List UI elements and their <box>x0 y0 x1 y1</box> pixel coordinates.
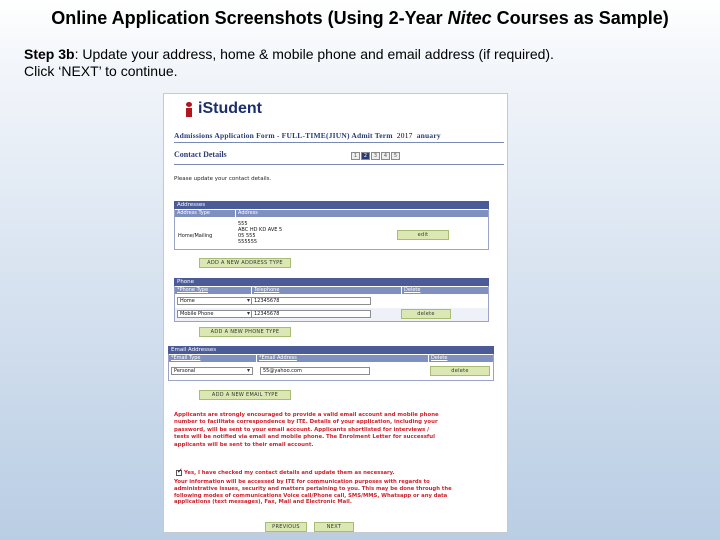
edit-address-button[interactable]: edit <box>397 230 449 240</box>
istudent-logo: iStudent <box>182 100 262 118</box>
confirm-checkbox[interactable] <box>176 467 183 476</box>
add-phone-type-button[interactable]: ADD A NEW PHONE TYPE <box>199 327 291 337</box>
address-type-value: Home/Mailing <box>178 233 213 239</box>
previous-button[interactable]: PREVIOUS <box>265 522 307 532</box>
istudent-logo-icon <box>182 102 196 116</box>
email-address-column: *Email Address <box>257 355 428 362</box>
email-type-column: *Email Type <box>169 355 256 362</box>
email-delete-column: Delete <box>429 355 493 362</box>
delete-phone-button[interactable]: delete <box>401 309 451 319</box>
divider <box>174 164 504 165</box>
telephone-input-2[interactable]: 12345678 <box>251 310 371 318</box>
phone-delete-column: Delete <box>402 287 488 294</box>
instruction-text: Please update your contact details. <box>174 176 272 182</box>
email-warning-text: Applicants are strongly encouraged to provide a valid email account and mobile phone number to facilitate correspondence by ITE. Details of your application, including your password, will be sent to your email account. Applicants shortlisted for interviews / tests will be notified via email and mobile phone. The Enrolment Letter for successful applicants will be sent to their email account. <box>174 412 439 448</box>
step-5[interactable]: 5 <box>391 152 400 160</box>
address-column: Address <box>236 210 488 217</box>
form-title: Admissions Application Form - FULL-TIME(JIUN) Admit Term 2017 anuary <box>174 131 441 140</box>
privacy-notice: Your information will be accessed by ITE for communication purposes with regards to administrative issues, security and matters pertaining to you. This may be done through the following modes of communications Voice call/Phone call, SMS/MMS, Whatsapp or any data applications (text messages), Fax, Mail and Electronic Mail. <box>174 479 452 506</box>
add-email-type-button[interactable]: ADD A NEW EMAIL TYPE <box>199 390 291 400</box>
step-2[interactable]: 2 <box>361 152 370 160</box>
admit-year: 2017 <box>396 131 413 140</box>
telephone-input-1[interactable]: 12345678 <box>251 297 371 305</box>
address-line-1: 555 <box>238 221 248 227</box>
email-type-select[interactable]: Personal ▾ <box>171 367 253 375</box>
confirm-row <box>176 467 395 476</box>
step-instruction: Step 3b: Update your address, home & mobile phone and email address (if required). Click ‘NEXT’ to continue. <box>24 46 554 79</box>
step-1[interactable]: 1 <box>351 152 360 160</box>
addresses-header: Addresses <box>174 201 489 209</box>
add-address-type-button[interactable]: ADD A NEW ADDRESS TYPE <box>199 258 291 268</box>
next-button[interactable]: NEXT <box>314 522 354 532</box>
phone-type-column: *Phone Type <box>175 287 251 294</box>
email-address-input[interactable]: 55@yahoo.com <box>260 367 370 375</box>
contact-details-title: Contact Details <box>174 150 227 159</box>
phone-type-select-1[interactable]: Home ▾ <box>177 297 253 305</box>
slide-title: Online Application Screenshots (Using 2-Year Nitec Courses as Sample) <box>51 8 669 28</box>
phone-header: Phone <box>174 278 489 286</box>
address-line-2: ABC HD KD AVE 5 <box>238 227 283 233</box>
email-header: Email Addresses <box>168 346 494 354</box>
step-3[interactable]: 3 <box>371 152 380 160</box>
address-line-4: 555555 <box>238 239 258 245</box>
step-indicator <box>351 152 400 160</box>
application-screenshot <box>163 93 508 533</box>
phone-type-select-2[interactable]: Mobile Phone ▾ <box>177 310 253 318</box>
step-4[interactable]: 4 <box>381 152 390 160</box>
delete-email-button[interactable]: delete <box>430 366 490 376</box>
address-line-3: 05 555 <box>238 233 256 239</box>
telephone-column: Telephone <box>252 287 401 294</box>
address-type-column: Address Type <box>175 210 235 217</box>
divider <box>174 142 504 143</box>
check-icon: ✓ <box>177 467 183 475</box>
confirm-label: Yes, I have checked my contact details and update them as necessary. <box>184 470 395 476</box>
